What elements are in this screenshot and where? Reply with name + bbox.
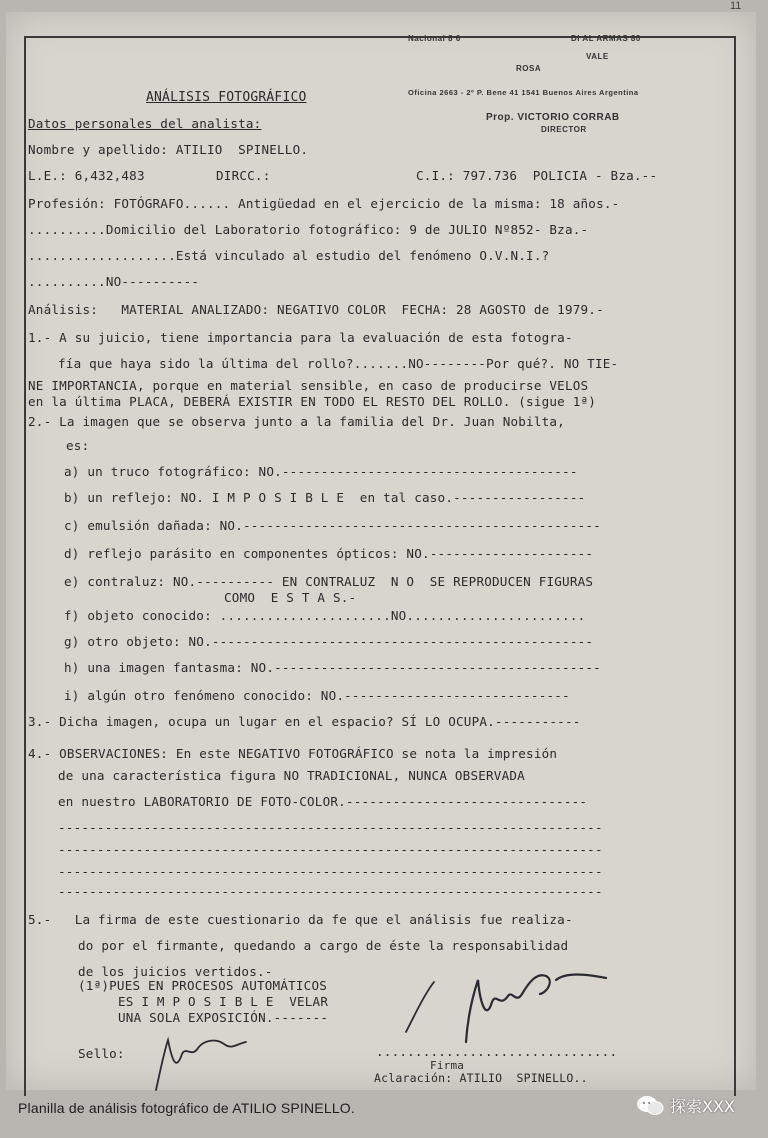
form-title: ANÁLISIS FOTOGRÁFICO [146,90,307,105]
option-a: a) un truco fotográfico: NO.-------------------------------------- [64,464,578,479]
question-4-a: 4.- OBSERVACIONES: En este NEGATIVO FOTOGRÁFICO se nota la impresión [28,746,558,761]
letterhead-owner-role: DIRECTOR [541,125,587,134]
option-d: d) reflejo parásito en componentes ópticos: NO.--------------------- [64,546,594,561]
question-1-d: en la última PLACA, DEBERÁ EXISTIR EN TODO EL RESTO DEL ROLLO. (sigue 1ª) [28,394,597,409]
page-number: 11 [730,0,742,12]
aclaracion-row: Aclaración: ATILIO SPINELLO.. [374,1071,588,1085]
question-1-a: 1.- A su juicio, tiene importancia para la evaluación de esta fotogra- [28,330,573,345]
firma-dots: ............................... [376,1044,618,1059]
option-h: h) una imagen fantasma: NO.------------------------------------------ [64,660,601,675]
option-f: f) objeto conocido: ......................NO....................... [64,608,586,623]
question-5-a: 5.- La firma de este cuestionario da fe que el análisis fue realiza- [28,912,573,927]
document-page [6,12,756,1090]
question-4-f: ---------------------------------------------------------------------- [58,864,603,879]
section-personal: Datos personales del analista: [28,116,262,131]
id-row-dircc: DIRCC.: [216,168,271,183]
question-1-c: NE IMPORTANCIA, porque en material sensible, en caso de producirse VELOS [28,378,589,393]
watermark-text: 探索XXX [670,1097,735,1116]
profession-row: Profesión: FOTÓGRAFO...... Antigüedad en el ejercicio de la misma: 18 años.- [28,196,620,211]
letterhead-line2: DI AL ARMAS 80 [571,34,641,43]
signature-seal [146,1032,266,1092]
question-1-b: fía que haya sido la última del rollo?.......NO--------Por qué?. NO TIE- [58,356,619,371]
name-row: Nombre y apellido: ATILIO SPINELLO. [28,142,309,157]
note-1a-line2: ES I M P O S I B L E VELAR [118,994,329,1009]
question-2-b: es: [66,438,90,453]
ovni-row: ...................Está vinculado al estudio del fenómeno O.V.N.I.? [28,248,550,263]
question-5-b: do por el firmante, quedando a cargo de éste la responsabilidad [78,938,569,953]
option-c: c) emulsión dañada: NO.---------------------------------------------- [64,518,601,533]
option-b: b) un reflejo: NO. I M P O S I B L E en tal caso.----------------- [64,490,586,505]
option-e-cont: COMO E S T A S.- [224,590,357,605]
chat-bubble-icon [636,1095,664,1117]
question-4-d: ---------------------------------------------------------------------- [58,820,603,835]
letterhead-owner: Prop. VICTORIO CORRAB [486,112,620,123]
firma-label: Firma [430,1059,465,1072]
id-row-le: L.E.: 6,432,483 [28,168,145,183]
letterhead-line1: Nacional 8 6 [408,34,461,43]
note-1a-line1: (1ª)PUES EN PROCESOS AUTOMÁTICOS [78,978,328,993]
option-g: g) otro objeto: NO.------------------------------------------------- [64,634,594,649]
option-e: e) contraluz: NO.---------- EN CONTRALUZ N O SE REPRODUCEN FIGURAS [64,574,594,589]
question-4-b: de una característica figura NO TRADICIONAL, NUNCA OBSERVADA [58,768,525,783]
domicile-row: ..........Domicilio del Laboratorio fotográfico: 9 de JULIO Nº852- Bza.- [28,222,589,237]
option-i: i) algún otro fenómeno conocido: NO.----------------------------- [64,688,570,703]
question-2-a: 2.- La imagen que se observa junto a la familia del Dr. Juan Nobilta, [28,414,565,429]
sello-label: Sello: [78,1046,125,1061]
note-1a-line3: UNA SOLA EXPOSICIÓN.------- [118,1010,329,1025]
watermark [636,1094,735,1117]
question-4-e: ---------------------------------------------------------------------- [58,842,603,857]
analysis-row: Análisis: MATERIAL ANALIZADO: NEGATIVO COLOR FECHA: 28 AGOSTO de 1979.- [28,302,604,317]
question-5-c: de los juicios vertidos.- [78,964,273,979]
question-3: 3.- Dicha imagen, ocupa un lugar en el espacio? SÍ LO OCUPA.----------- [28,714,581,729]
question-4-g: ---------------------------------------------------------------------- [58,884,603,899]
signature-main [396,962,636,1052]
question-4-c: en nuestro LABORATORIO DE FOTO-COLOR.------------------------------- [58,794,588,809]
form-border [24,36,736,1096]
letterhead-line4: ROSA [516,64,542,73]
ovni-answer: ..........NO---------- [28,274,200,289]
figure-caption: Planilla de análisis fotográfico de ATILIO SPINELLO. [18,1100,355,1116]
letterhead-address: Oficina 2663 - 2º P. Bene 41 1541 Buenos Aires Argentina [408,88,639,97]
id-row-ci: C.I.: 797.736 POLICIA - Bza.-- [416,168,658,183]
letterhead-line3: VALE [586,52,609,61]
